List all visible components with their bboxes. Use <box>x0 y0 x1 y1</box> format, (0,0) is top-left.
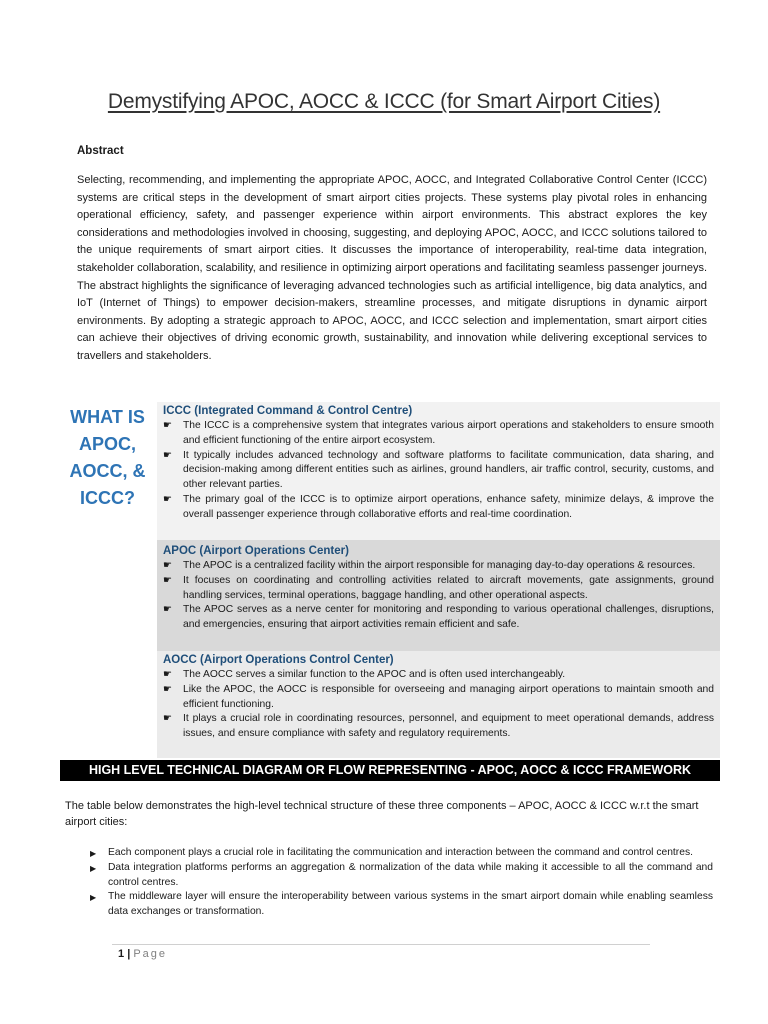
document-title: Demystifying APOC, AOCC & ICCC (for Smart Airport Cities) <box>107 90 661 113</box>
section-bullets <box>163 668 714 742</box>
footer-separator: | <box>127 948 131 960</box>
list-item: ▶ The middleware layer will ensure the interoperability between various systems in the smart airport domain while enabling seamless data exchanges or transformation. <box>90 891 713 918</box>
triangle-right-icon: ▶ <box>90 863 97 873</box>
component-list <box>90 846 713 920</box>
list-item: ☛ The APOC is a centralized facility within the airport responsible for managing day-to-day operations & resources. <box>163 559 714 574</box>
pointing-hand-icon: ☛ <box>163 683 172 695</box>
list-item: ☛ It plays a crucial role in coordinating resources, personnel, and equipment to meet operational demands, address issues, and ensure compliance with safety and regulatory requirements. <box>163 713 714 740</box>
section-iccc <box>157 402 720 540</box>
list-item: ☛ The APOC serves as a nerve center for monitoring and responding to various operational challenges, disruptions, and emergencies, ensuring that airport activities remain efficient and safe. <box>163 604 714 631</box>
intro-paragraph: The table below demonstrates the high-level technical structure of these three components – APOC, AOCC & ICCC w.r.t the smart airport cities: <box>65 800 699 828</box>
triangle-right-icon: ▶ <box>90 849 97 858</box>
triangle-right-icon: ▶ <box>90 893 97 903</box>
section-heading: APOC (Airport Operations Center) <box>163 545 349 557</box>
list-item: ☛ It typically includes advanced technology and software platforms to facilitate communication, data sharing, and decision-making among different entities such as airlines, ground handlers, air traffic control, security, customs, and other relevant parties. <box>163 449 714 491</box>
pointing-hand-icon: ☛ <box>163 604 172 616</box>
pointing-hand-icon: ☛ <box>163 449 172 461</box>
list-item: ☛ The primary goal of the ICCC is to optimize airport operations, enhance safety, minimize delays, & improve the overall passenger experience through collaborative efforts and real-time coordination. <box>163 493 714 520</box>
pointing-hand-icon: ☛ <box>163 420 172 431</box>
section-apoc <box>157 540 720 651</box>
section-banner: HIGH LEVEL TECHNICAL DIAGRAM OR FLOW REPRESENTING - APOC, AOCC & ICCC FRAMEWORK <box>60 760 720 781</box>
pointing-hand-icon: ☛ <box>163 713 172 725</box>
section-bullets <box>163 419 714 523</box>
section-heading: AOCC (Airport Operations Control Center) <box>163 654 394 666</box>
list-item: ☛ The ICCC is a comprehensive system that integrates various airport operations and stakeholders to ensure smooth and efficient functioning of the entire airport ecosystem. <box>163 420 714 446</box>
page-label: Page <box>133 948 168 960</box>
pointing-hand-icon: ☛ <box>163 493 172 505</box>
list-item: ▶ Data integration platforms performs an aggregation & normalization of the data while making it accessible to all the command and control centres. <box>90 861 713 888</box>
abstract-text: Selecting, recommending, and implementing the appropriate APOC, AOCC, and Integrated Collaborative Control Center (ICCC) systems are critical steps in the development of smart airport cities projects. These systems play pivotal roles in enhancing operational efficiency, safety, and passenger experience within airport environments. This abstract explores the key considerations and methodologies involved in choosing, suggesting, and deploying APOC, AOCC, and ICCC solutions tailored to the unique requirements of smart airport cities. It discusses the importance of interoperability, real-time data integration, stakeholder collaboration, scalability, and resilience in optimizing airport operations and facilitating seamless passenger journeys. The abstract highlights the significance of leveraging advanced technologies such as artificial intelligence, big data analytics, and IoT (Internet of Things) to empower decision-makers, streamline processes, and mitigate disruptions in dynamic airport environments. By adopting a strategic approach to APOC, AOCC, and ICCC selection and implementation, smart airport cities can achieve their objectives of driving economic growth, sustainability, and innovation while delivering exceptional services to travellers and stakeholders. <box>77 174 707 362</box>
page-number: 1 <box>118 948 125 960</box>
section-aocc <box>157 651 720 758</box>
abstract-heading: Abstract <box>77 145 124 157</box>
page-footer <box>118 948 167 960</box>
list-item: ☛ It focuses on coordinating and controlling activities related to aircraft movements, gate assignments, ground handling services, terminal operations, baggage handling, and other operational aspects. <box>163 574 714 601</box>
list-item: ▶ Each component plays a crucial role in facilitating the communication and interaction between the command and control centres. <box>90 846 713 861</box>
pointing-hand-icon: ☛ <box>163 574 172 586</box>
section-bullets <box>163 559 714 633</box>
pointing-hand-icon: ☛ <box>163 560 172 571</box>
footer-divider <box>112 944 650 945</box>
list-item: ☛ The AOCC serves a similar function to the APOC and is often used interchangeably. <box>163 668 714 683</box>
list-item: ☛ Like the APOC, the AOCC is responsible for overseeing and managing airport operations to maintain smooth and efficient functioning. <box>163 683 714 710</box>
sidebar-heading: WHAT IS APOC, AOCC, & ICCC? <box>69 407 146 508</box>
section-heading: ICCC (Integrated Command & Control Centre) <box>163 405 413 417</box>
pointing-hand-icon: ☛ <box>163 669 172 680</box>
